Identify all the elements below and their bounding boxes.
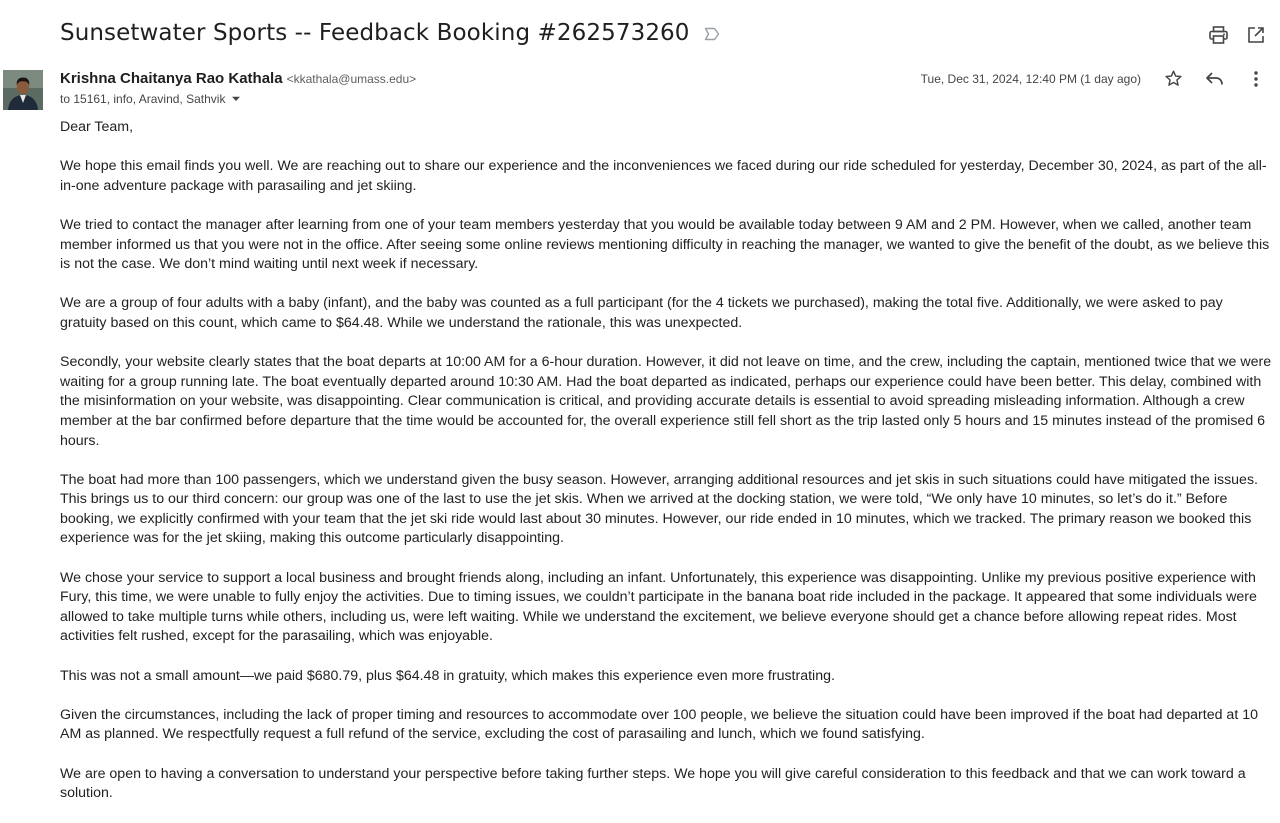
email-subject: Sunsetwater Sports -- Feedback Booking #262573260 xyxy=(60,20,690,46)
sender-line xyxy=(60,70,416,87)
open-in-new-window-icon[interactable] xyxy=(1245,24,1266,45)
body-paragraph: We tried to contact the manager after learning from one of your team members yesterday that you would be available today between 9 AM and 2 PM. However, when we called, another team member informed us that you were not in the office. After seeing some online reviews mentioning difficulty in reaching the manager, we wanted to give the benefit of the doubt, as we believe this is not the case. We don’t mind waiting until next week if necessary. xyxy=(60,216,1270,273)
body-paragraph: This was not a small amount—we paid $680.79, plus $64.48 in gratuity, which makes this experience even more frustrating. xyxy=(60,667,835,684)
recipients-line xyxy=(60,92,241,106)
email-subject-row xyxy=(60,20,721,46)
message-actions xyxy=(1163,68,1266,89)
body-paragraph: We are a group of four adults with a baby (infant), and the baby was counted as a full participant (for the 4 tickets we purchased), making the total five. Additionally, we were asked to pay gratuity based on this count, which came to $64.48. While we understand the rationale, this was unexpected. xyxy=(60,295,1223,331)
body-paragraph: We hope this email finds you well. We are reaching out to share our experience and the inconveniences we faced during our ride scheduled for yesterday, December 30, 2024, as part of the all-in-one adventure package with parasailing and jet skiing. xyxy=(60,158,1267,194)
recipients-list: to 15161, info, Aravind, Sathvik xyxy=(60,92,226,106)
label-icon[interactable] xyxy=(703,25,721,43)
message-meta xyxy=(921,68,1266,89)
message-date: Tue, Dec 31, 2024, 12:40 PM (1 day ago) xyxy=(920,71,1141,86)
print-icon[interactable] xyxy=(1208,24,1229,45)
message-body xyxy=(60,118,1272,823)
avatar[interactable] xyxy=(3,70,43,110)
thread-actions xyxy=(1208,24,1266,45)
body-paragraph: Secondly, your website clearly states that the boat departs at 10:00 AM for a 6-hour duration. However, it did not leave on time, and the crew, including the captain, mentioned twice that we were waiting for a group running late. The boat eventually departed around 10:30 AM. Had the boat departed as indicated, perhaps our experience could have been better. This delay, combined with the misinformation on your website, was disappointing. Clear communication is critical, and providing accurate details is essential to avoid spreading misleading information. Although a crew member at the bar confirmed before departure that the time would be accounted for, the overall experience still fell short as the trip lasted only 5 hours and 15 minutes instead of the promised 6 hours. xyxy=(60,354,1272,449)
sender-name[interactable]: Krishna Chaitanya Rao Kathala xyxy=(60,70,283,87)
chevron-down-icon[interactable] xyxy=(231,94,241,104)
body-paragraph: Given the circumstances, including the lack of proper timing and resources to accommodate over 100 people, we believe the situation could have been improved if the boat had departed at 10 AM as planned. We respectfully request a full refund of the service, excluding the cost of parasailing and lunch, which we found satisfying. xyxy=(60,706,1258,743)
more-vert-icon[interactable] xyxy=(1245,68,1266,89)
star-icon[interactable] xyxy=(1163,68,1184,89)
reply-icon[interactable] xyxy=(1204,68,1225,89)
body-greeting: Dear Team, xyxy=(60,119,134,135)
body-paragraph: The boat had more than 100 passengers, which we understand given the busy season. However, arranging additional resources and jet skis in such situations could have mitigated the issues. This brings us to our third concern: our group was one of the last to use the jet skis. When we arrived at the docking station, we were told, “We only have 10 minutes, so let’s do it.” Before booking, we explicitly confirmed with your team that the jet ski ride would last about 30 minutes. However, our ride ended in 10 minutes, which we tracked. The primary reason we booked this experience was for the jet skiing, making this outcome particularly disappointing. xyxy=(60,471,1258,547)
sender-email[interactable]: <kkathala@umass.edu> xyxy=(286,72,417,86)
body-paragraph: We are open to having a conversation to understand your perspective before taking further steps. We hope you will give careful consideration to this feedback and that we can work toward a solution. xyxy=(60,765,1246,802)
body-paragraph: We chose your service to support a local business and brought friends along, including an infant. Unfortunately, this experience was disappointing. Unlike my previous positive experience with Fury, this time, we were unable to fully enjoy the activities. Due to timing issues, we couldn’t participate in the banana boat ride included in the package. It appeared that some individuals were allowed to take multiple turns while others, including us, were left waiting. While we understand the excitement, we believe everyone should get a chance before allowing repeat rides. Most activities felt rushed, except for the parasailing, which was enjoyable. xyxy=(60,569,1257,645)
